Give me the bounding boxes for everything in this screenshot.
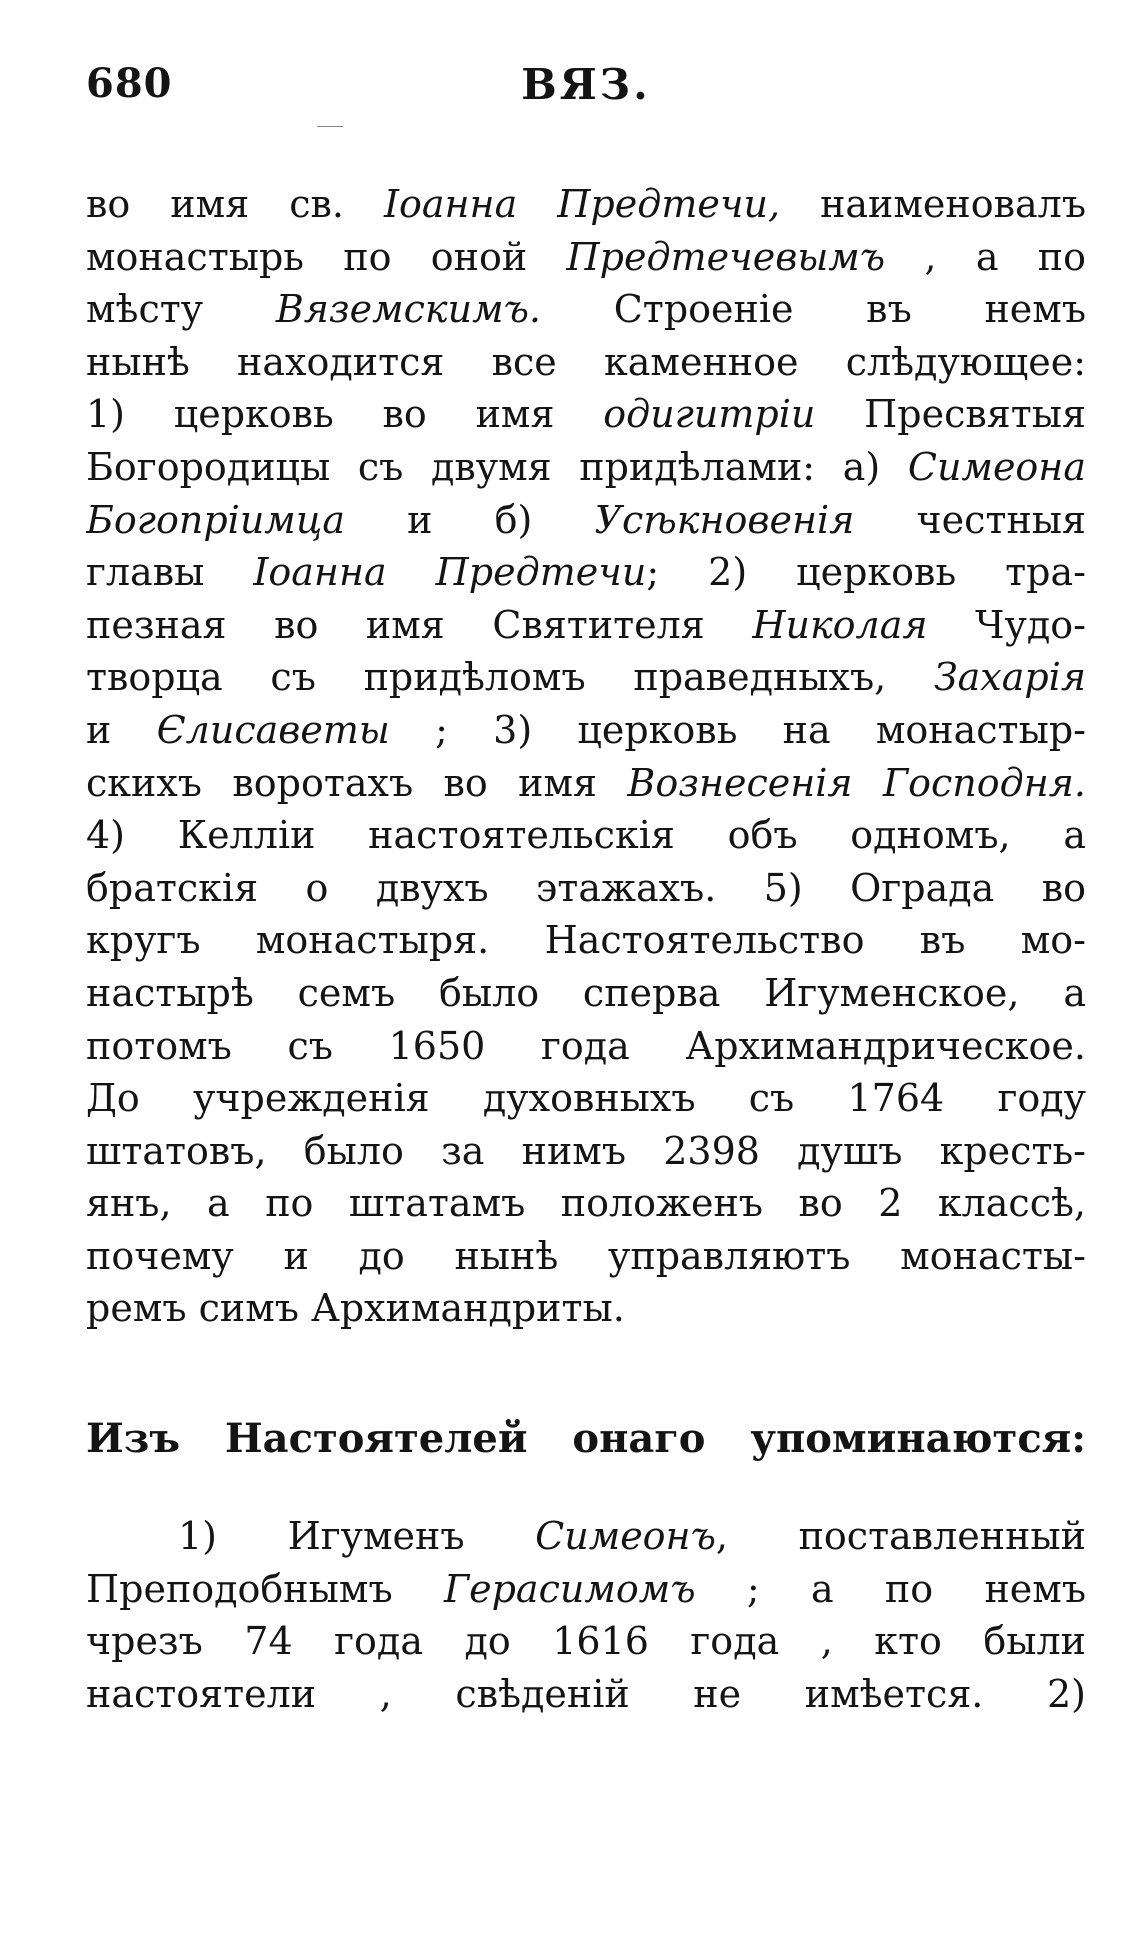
list-paragraph — [86, 1510, 1086, 1720]
text-segment: 1) Игуменъ — [178, 1514, 536, 1558]
italic-name: Симеонъ — [535, 1514, 716, 1558]
text-line — [86, 599, 1086, 652]
text-line — [86, 809, 1086, 862]
text-line — [86, 388, 1086, 441]
text-line — [86, 1615, 1086, 1668]
text-line — [86, 231, 1086, 284]
italic-name: Іоанна Предтечи — [253, 550, 647, 595]
header-rule — [317, 126, 343, 127]
text-line — [86, 283, 1086, 336]
italic-name: Герасимомъ — [443, 1566, 696, 1611]
text-segment: До учрежденія духовныхъ съ 1764 году — [86, 1076, 1086, 1121]
text-segment: , поставленный — [715, 1514, 1086, 1558]
text-line — [86, 967, 1086, 1020]
text-segment: ; 3) церковь на монастыр- — [389, 707, 1086, 752]
italic-name: Богопріимца — [86, 497, 345, 542]
text-segment: скихъ воротахъ во имя — [86, 760, 628, 805]
text-segment: почему и до нынѣ управляютъ монасты- — [86, 1233, 1086, 1278]
page-number: 680 — [86, 60, 173, 107]
text-line — [86, 862, 1086, 915]
text-segment: 4) Келліи настоятельскія объ одномъ, а — [86, 813, 1086, 858]
text-segment: янъ, а по штатамъ положенъ во 2 классѣ, — [86, 1181, 1086, 1226]
text-line — [86, 1072, 1086, 1125]
italic-name: Предтечевымъ — [566, 234, 886, 279]
text-segment: во имя св. — [86, 182, 384, 226]
italic-name: Захарія — [933, 655, 1086, 700]
italic-name: одигитріи — [603, 392, 816, 437]
text-line — [86, 1125, 1086, 1178]
text-segment: наименовалъ — [780, 182, 1086, 226]
text-segment: 1) церковь во имя — [86, 392, 604, 437]
text-line — [86, 1177, 1086, 1230]
italic-name: Симеона — [907, 444, 1086, 489]
text-segment: монастырь по оной — [86, 234, 567, 279]
text-segment: честныя — [854, 497, 1086, 542]
text-line — [86, 1668, 1086, 1721]
italic-name: Іоанна Предтечи, — [383, 182, 781, 226]
text-segment: Преподобнымъ — [86, 1566, 444, 1611]
text-segment: Пресвятыя — [815, 392, 1086, 437]
text-line — [86, 178, 1086, 231]
text-segment: , а по — [885, 234, 1086, 279]
text-segment: главы — [86, 550, 254, 595]
text-segment: и — [86, 707, 157, 752]
italic-name: Єлисаветы — [156, 707, 390, 752]
text-segment: ; 2) церковь тра- — [646, 550, 1086, 595]
text-segment: творца съ придѣломъ праведныхъ, — [86, 655, 934, 700]
text-segment: ; а по немъ — [695, 1566, 1086, 1611]
text-segment: потомъ съ 1650 года Архимандрическое. — [86, 1023, 1086, 1068]
text-line — [86, 336, 1086, 389]
text-segment: Строеніе въ немъ — [541, 287, 1086, 332]
text-line — [86, 704, 1086, 757]
text-line — [86, 494, 1086, 547]
text-segment: мѣсту — [86, 287, 276, 332]
text-segment: настырѣ семъ было сперва Игуменское, а — [86, 970, 1086, 1015]
text-line — [86, 441, 1086, 494]
text-segment: братскія о двухъ этажахъ. 5) Ограда во — [86, 865, 1086, 910]
main-paragraph — [86, 178, 1086, 1335]
text-segment: Богородицы съ двумя придѣлами: а) — [86, 444, 908, 489]
text-line — [86, 1230, 1086, 1283]
text-segment: настоятели , свѣденій не имѣется. 2) — [86, 1671, 1086, 1716]
text-segment: ремъ симъ Архимандриты. — [86, 1286, 625, 1331]
text-line — [86, 914, 1086, 967]
section-heading: Изъ Настоятелей онаго упоминаются: — [86, 1415, 1086, 1462]
text-segment: пезная во имя Святителя — [86, 602, 753, 647]
italic-name: Вяземскимъ. — [275, 287, 542, 332]
text-line — [86, 651, 1086, 704]
italic-name: Усѣкновенія — [594, 497, 855, 542]
text-line — [86, 1020, 1086, 1073]
text-line — [86, 1563, 1086, 1616]
italic-name: Вознесенія Господня. — [627, 760, 1086, 805]
text-line — [86, 1282, 1086, 1335]
running-title: ВЯЗ. — [521, 60, 651, 109]
italic-name: Николая — [752, 602, 928, 647]
text-segment: чрезъ 74 года до 1616 года , кто были — [86, 1619, 1086, 1664]
text-line — [86, 757, 1086, 810]
text-line — [86, 1510, 1086, 1563]
text-segment: нынѣ находится все каменное слѣдующее: — [86, 339, 1086, 384]
text-segment: штатовъ, было за нимъ 2398 душъ кресть- — [86, 1128, 1086, 1173]
text-segment: кругъ монастыря. Настоятельство въ мо- — [86, 918, 1086, 963]
text-segment: и б) — [345, 497, 595, 542]
page-header — [86, 60, 1086, 120]
text-line — [86, 546, 1086, 599]
text-segment: Чудо- — [927, 602, 1086, 647]
